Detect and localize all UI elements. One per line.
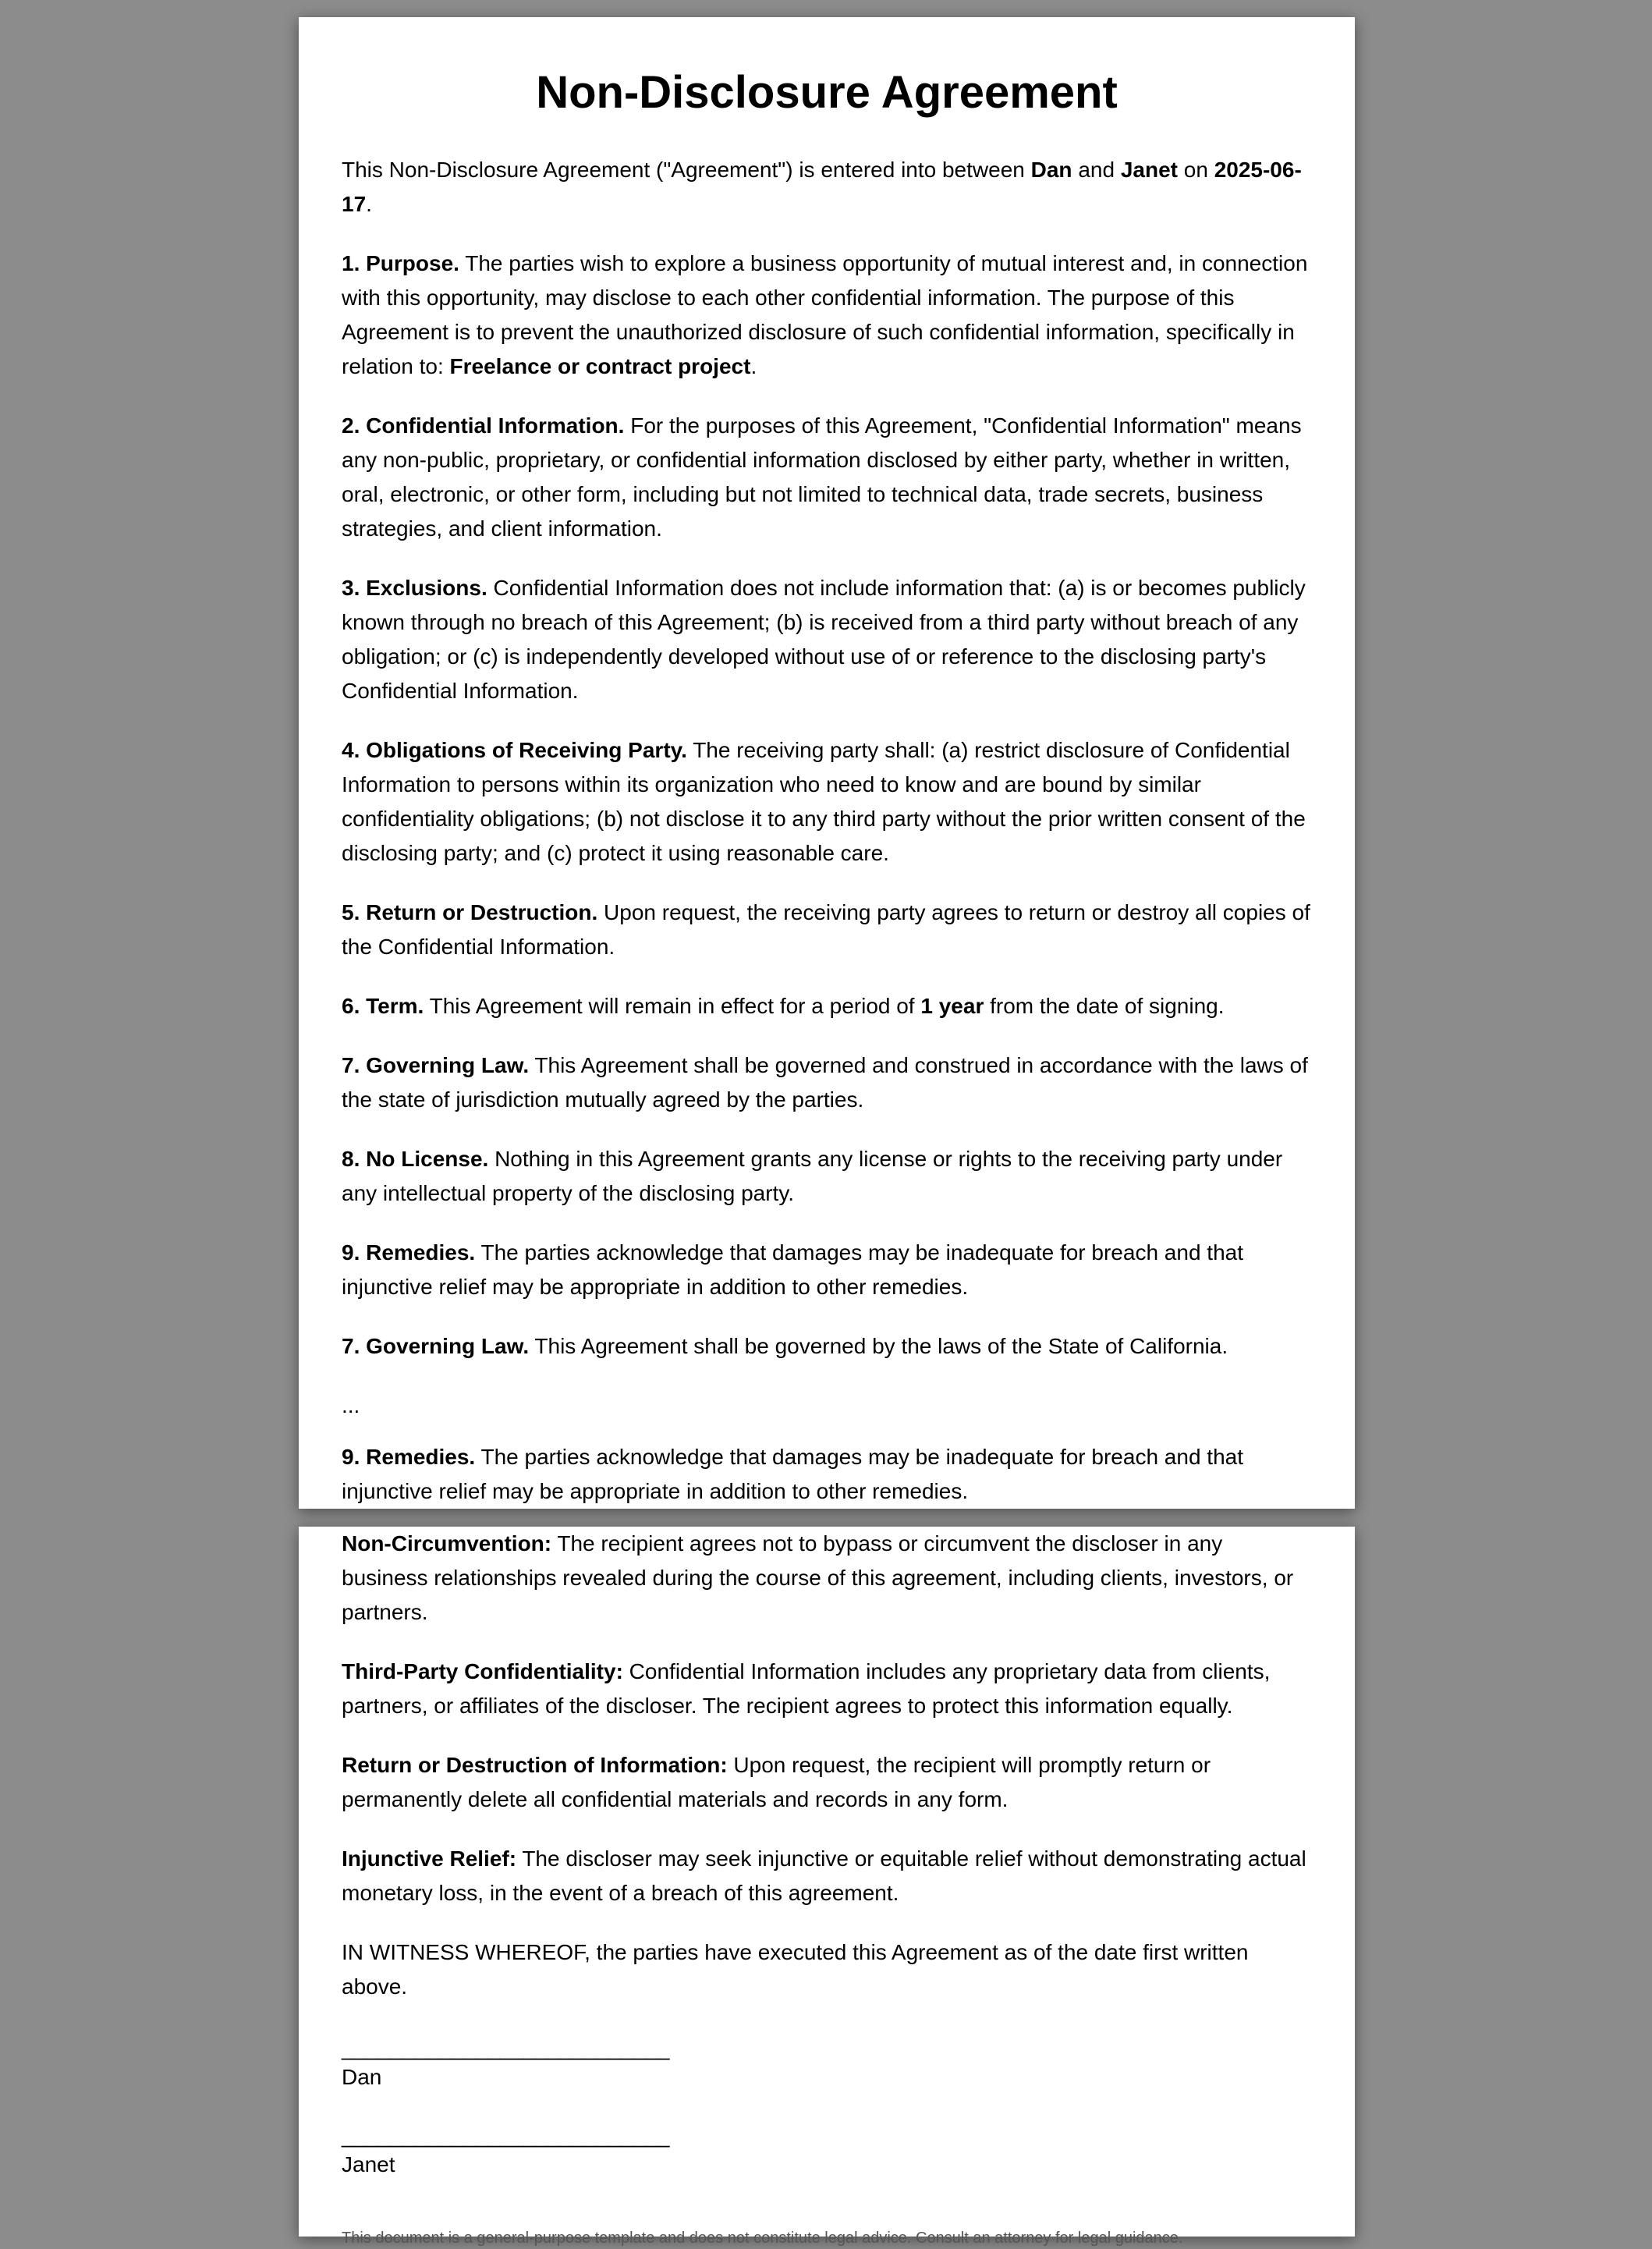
clause-heading: 7. Governing Law. <box>342 1333 530 1358</box>
agreement-date: 2025-06-17 <box>342 157 1302 216</box>
clause-heading: Non-Circumvention: <box>342 1531 552 1555</box>
clause-purpose: 1. Purpose. The parties wish to explore a business opportunity of mutual interest and, in connection with this opportunity, may disclose to each other confidential information. The purpose of this Agreement is to prevent the unauthorized disclosure of such confidential information, specifically in relation to: Freelance or contract project. <box>342 250 1308 378</box>
clause-heading: 9. Remedies. <box>342 1444 476 1469</box>
clause-heading: Third-Party Confidentiality: <box>342 1659 623 1683</box>
clause-heading: 8. No License. <box>342 1146 489 1171</box>
clause-non-circumvention: Non-Circumvention: The recipient agrees not to bypass or circumvent the discloser in any business relationships revealed during the course of this agreement, including clients, investors, or partners. <box>342 1531 1294 1624</box>
clause-third-party-confidentiality: Third-Party Confidentiality: Confidential Information includes any proprietary data from clients, partners, or affiliates of the discloser. The recipient agrees to protect this information equally. <box>342 1659 1271 1718</box>
signature-line: ___________________________ <box>342 2123 670 2148</box>
clause-heading: Return or Destruction of Information: <box>342 1753 728 1777</box>
signature-block-dan <box>342 2035 1312 2093</box>
clause-heading: 6. Term. <box>342 993 424 1018</box>
page-2-content <box>342 1527 1312 2249</box>
clause-heading: 1. Purpose. <box>342 250 459 275</box>
clause-heading: 7. Governing Law. <box>342 1052 530 1077</box>
clause-injunctive-relief: Injunctive Relief: The discloser may seek injunctive or equitable relief without demonstrating actual monetary loss, in the event of a breach of this agreement. <box>342 1846 1306 1905</box>
clause-heading: 5. Return or Destruction. <box>342 899 598 924</box>
clause-remedies-repeat: 9. Remedies. The parties acknowledge that damages may be inadequate for breach and that injunctive relief may be appropriate in addition to other remedies. <box>342 1444 1244 1503</box>
clause-term: 6. Term. This Agreement will remain in effect for a period of 1 year from the date of signing. <box>342 993 1225 1018</box>
clause-governing-law-california: 7. Governing Law. This Agreement shall be governed by the laws of the State of California. <box>342 1333 1228 1358</box>
clause-governing-law: 7. Governing Law. This Agreement shall be governed and construed in accordance with the laws of the state of jurisdiction mutually agreed by the parties. <box>342 1052 1308 1112</box>
clause-return-destruction: 5. Return or Destruction. Upon request, the receiving party agrees to return or destroy all copies of the Confidential Information. <box>342 899 1310 959</box>
clause-obligations: 4. Obligations of Receiving Party. The receiving party shall: (a) restrict disclosure of Confidential Information to persons within its organization who need to know and are bound by similar confidentiality obligations; (b) not disclose it to any third party without the prior written consent of the disclosing party; and (c) protect it using reasonable care. <box>342 737 1306 865</box>
document-page-2 <box>299 1527 1355 2247</box>
clause-heading: 4. Obligations of Receiving Party. <box>342 737 687 762</box>
clause-confidential-information: 2. Confidential Information. For the purposes of this Agreement, "Confidential Information" means any non-public, proprietary, or confidential information disclosed by either party, whether in written, oral, electronic, or other form, including but not limited to technical data, trade secrets, business strategies, and client information. <box>342 413 1302 541</box>
document-page-1 <box>299 17 1355 1509</box>
clause-heading: 9. Remedies. <box>342 1240 476 1265</box>
clause-heading: Injunctive Relief: <box>342 1846 517 1871</box>
clause-remedies: 9. Remedies. The parties acknowledge that damages may be inadequate for breach and that injunctive relief may be appropriate in addition to other remedies. <box>342 1240 1244 1299</box>
clause-heading: 2. Confidential Information. <box>342 413 625 438</box>
witness-statement: IN WITNESS WHEREOF, the parties have executed this Agreement as of the date first written above. <box>342 1940 1249 1999</box>
ellipsis: ... <box>342 1392 360 1417</box>
project-type: Freelance or contract project <box>449 353 751 378</box>
signature-line: ___________________________ <box>342 2036 670 2060</box>
party-a-name: Dan <box>1030 157 1072 182</box>
document-title: Non-Disclosure Agreement <box>536 67 1118 118</box>
signatory-name: Dan <box>342 2065 382 2089</box>
clause-exclusions: 3. Exclusions. Confidential Information does not include information that: (a) is or becomes publicly known through no breach of this Agreement; (b) is received from a third party without breach of any obligation; or (c) is independently developed without use of or reference to the disclosing party's Confidential Information. <box>342 575 1306 703</box>
signature-block-janet <box>342 2123 1312 2180</box>
intro-paragraph: This Non-Disclosure Agreement ("Agreement") is entered into between Dan and Janet on 2025-06-17. <box>342 157 1302 216</box>
legal-disclaimer: This document is a general-purpose template and does not constitute legal advice. Consult an attorney for legal guidance. <box>342 2229 1183 2247</box>
clause-return-destruction-information: Return or Destruction of Information: Upon request, the recipient will promptly return or permanently delete all confidential materials and records in any form. <box>342 1753 1211 1811</box>
clause-heading: 3. Exclusions. <box>342 575 487 600</box>
signatory-name: Janet <box>342 2152 395 2176</box>
clause-no-license: 8. No License. Nothing in this Agreement grants any license or rights to the receiving party under any intellectual property of the disclosing party. <box>342 1146 1283 1205</box>
term-duration: 1 year <box>920 993 984 1018</box>
party-b-name: Janet <box>1120 157 1178 182</box>
